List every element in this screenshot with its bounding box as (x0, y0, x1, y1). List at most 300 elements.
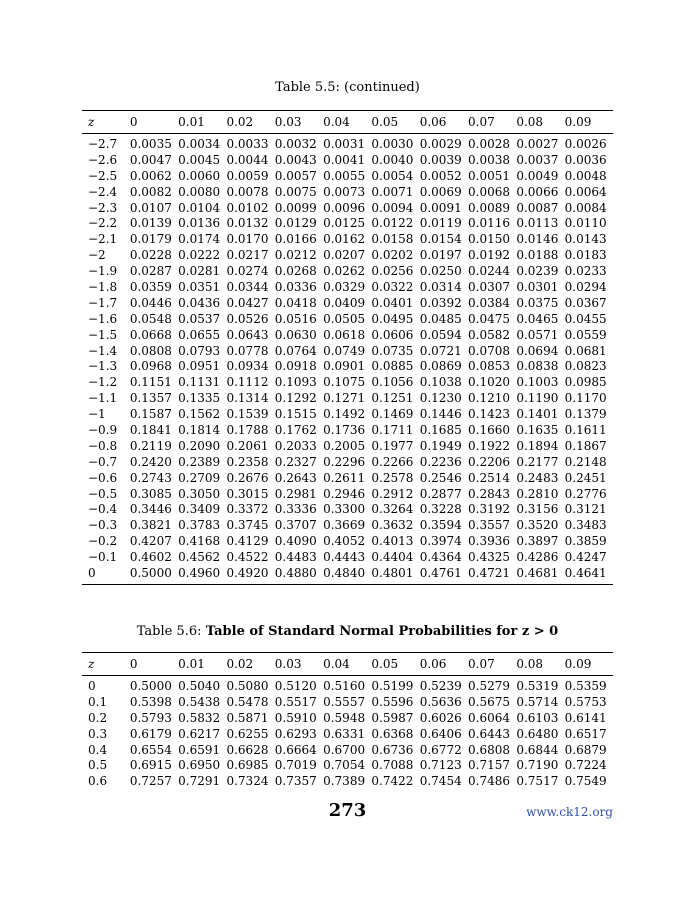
probability-cell: 0.4522 (226, 550, 269, 565)
probability-cell: 0.0107 (129, 200, 172, 215)
probability-cell: 0.2676 (226, 470, 269, 485)
table-row (82, 153, 613, 169)
probability-cell: 0.0207 (323, 248, 366, 263)
probability-cell: 0.2810 (516, 486, 559, 501)
z-value-cell: 0 (88, 679, 96, 693)
z-value-cell: 0.1 (88, 694, 108, 709)
probability-cell: 0.7324 (226, 774, 269, 789)
z-value-cell: −1.5 (88, 327, 118, 342)
probability-cell: 0.6103 (516, 710, 559, 725)
probability-cell: 0.0048 (564, 168, 607, 183)
probability-cell: 0.4052 (323, 534, 366, 549)
table-row (82, 201, 613, 217)
probability-cell: 0.0119 (419, 216, 462, 231)
probability-cell: 0.0179 (129, 232, 172, 247)
probability-cell: 0.0174 (178, 232, 221, 247)
table-row (82, 137, 613, 153)
probability-cell: 0.0526 (226, 311, 269, 326)
probability-cell: 0.1660 (468, 423, 511, 438)
probability-cell: 0.2643 (274, 470, 317, 485)
probability-cell: 0.5160 (323, 679, 366, 693)
probability-cell: 0.2912 (371, 486, 414, 501)
table-row (82, 471, 613, 487)
probability-cell: 0.0918 (274, 359, 317, 374)
probability-cell: 0.0244 (468, 264, 511, 279)
probability-cell: 0.3669 (323, 518, 366, 533)
probability-cell: 0.5871 (226, 710, 269, 725)
probability-cell: 0.2877 (419, 486, 462, 501)
table-row (82, 534, 613, 550)
probability-cell: 0.0071 (371, 184, 414, 199)
probability-cell: 0.6700 (323, 742, 366, 757)
probability-cell: 0.4562 (178, 550, 221, 565)
z-value-cell: 0 (88, 566, 96, 581)
table1-caption: Table 5.5: (continued) (275, 80, 420, 95)
z-value-cell: 0.4 (88, 742, 108, 757)
table-row (82, 502, 613, 518)
probability-cell: 0.1335 (178, 391, 221, 406)
probability-cell: 0.0188 (516, 248, 559, 263)
probability-cell: 0.2514 (468, 470, 511, 485)
probability-cell: 0.1131 (178, 375, 221, 390)
probability-cell: 0.5080 (226, 679, 269, 693)
table-row (82, 359, 613, 375)
probability-cell: 0.1093 (274, 375, 317, 390)
probability-cell: 0.1020 (468, 375, 511, 390)
z-value-cell: −2.6 (88, 152, 118, 167)
probability-cell: 0.0606 (371, 327, 414, 342)
probability-cell: 0.2327 (274, 454, 317, 469)
probability-cell: 0.3859 (564, 534, 607, 549)
probability-cell: 0.1515 (274, 407, 317, 422)
probability-cell: 0.7486 (468, 774, 511, 789)
probability-cell: 0.6591 (178, 742, 221, 757)
probability-cell: 0.0202 (371, 248, 414, 263)
probability-cell: 0.5596 (371, 694, 414, 709)
probability-cell: 0.0183 (564, 248, 607, 263)
probability-cell: 0.3050 (178, 486, 221, 501)
probability-cell: 0.0049 (516, 168, 559, 183)
probability-cell: 0.0054 (371, 168, 414, 183)
probability-cell: 0.0043 (274, 152, 317, 167)
z-value-cell: −1.1 (88, 391, 118, 406)
table1-bottom-rule (82, 584, 613, 585)
header-cell: 0.09 (564, 115, 592, 129)
table-row (82, 280, 613, 296)
table-row (82, 455, 613, 471)
probability-cell: 0.0051 (468, 168, 511, 183)
probability-cell: 0.5557 (323, 694, 366, 709)
probability-cell: 0.0764 (274, 343, 317, 358)
probability-cell: 0.0087 (516, 200, 559, 215)
probability-cell: 0.0122 (371, 216, 414, 231)
probability-cell: 0.0132 (226, 216, 269, 231)
probability-cell: 0.0256 (371, 264, 414, 279)
probability-cell: 0.0853 (468, 359, 511, 374)
table1-body (82, 137, 613, 582)
probability-cell: 0.2483 (516, 470, 559, 485)
probability-cell: 0.0582 (468, 327, 511, 342)
probability-cell: 0.0222 (178, 248, 221, 263)
probability-cell: 0.4404 (371, 550, 414, 565)
probability-cell: 0.0968 (129, 359, 172, 374)
z-value-cell: −2.1 (88, 232, 118, 247)
probability-cell: 0.6517 (564, 726, 607, 741)
probability-cell: 0.0838 (516, 359, 559, 374)
probability-cell: 0.1056 (371, 375, 414, 390)
probability-cell: 0.1611 (564, 423, 607, 438)
probability-cell: 0.0329 (323, 280, 366, 295)
probability-cell: 0.0084 (564, 200, 607, 215)
probability-cell: 0.0038 (468, 152, 511, 167)
probability-cell: 0.1314 (226, 391, 269, 406)
probability-cell: 0.0129 (274, 216, 317, 231)
table-row (82, 550, 613, 566)
probability-cell: 0.1423 (468, 407, 511, 422)
probability-cell: 0.3264 (371, 502, 414, 517)
probability-cell: 0.0934 (226, 359, 269, 374)
probability-cell: 0.4207 (129, 534, 172, 549)
probability-cell: 0.7190 (516, 758, 559, 773)
probability-cell: 0.3228 (419, 502, 462, 517)
probability-cell: 0.0721 (419, 343, 462, 358)
probability-cell: 0.0032 (274, 137, 317, 151)
probability-cell: 0.4443 (323, 550, 366, 565)
probability-cell: 0.1492 (323, 407, 366, 422)
z-value-cell: 0.3 (88, 726, 108, 741)
probability-cell: 0.1635 (516, 423, 559, 438)
probability-cell: 0.6368 (371, 726, 414, 741)
probability-cell: 0.7123 (419, 758, 462, 773)
probability-cell: 0.0735 (371, 343, 414, 358)
probability-cell: 0.7422 (371, 774, 414, 789)
probability-cell: 0.3897 (516, 534, 559, 549)
probability-cell: 0.5438 (178, 694, 221, 709)
probability-cell: 0.3594 (419, 518, 462, 533)
probability-cell: 0.3446 (129, 502, 172, 517)
probability-cell: 0.0096 (323, 200, 366, 215)
probability-cell: 0.0250 (419, 264, 462, 279)
probability-cell: 0.5675 (468, 694, 511, 709)
probability-cell: 0.0082 (129, 184, 172, 199)
table-row (82, 774, 613, 790)
probability-cell: 0.0495 (371, 311, 414, 326)
table2-body (82, 679, 613, 790)
z-value-cell: −1.9 (88, 264, 118, 279)
header-cell: 0.08 (516, 115, 544, 129)
probability-cell: 0.0162 (323, 232, 366, 247)
probability-cell: 0.5000 (129, 566, 172, 581)
probability-cell: 0.5714 (516, 694, 559, 709)
probability-cell: 0.1251 (371, 391, 414, 406)
probability-cell: 0.1271 (323, 391, 366, 406)
probability-cell: 0.6255 (226, 726, 269, 741)
probability-cell: 0.1587 (129, 407, 172, 422)
table-row (82, 407, 613, 423)
z-value-cell: −1.3 (88, 359, 118, 374)
probability-cell: 0.6736 (371, 742, 414, 757)
probability-cell: 0.1357 (129, 391, 172, 406)
probability-cell: 0.5319 (516, 679, 559, 693)
probability-cell: 0.0091 (419, 200, 462, 215)
probability-cell: 0.0039 (419, 152, 462, 167)
probability-cell: 0.7549 (564, 774, 607, 789)
probability-cell: 0.3821 (129, 518, 172, 533)
z-value-cell: 0.2 (88, 710, 108, 725)
probability-cell: 0.0668 (129, 327, 172, 342)
header-cell: 0.04 (323, 657, 350, 671)
probability-cell: 0.4483 (274, 550, 317, 565)
probability-cell: 0.2148 (564, 454, 607, 469)
probability-cell: 0.0228 (129, 248, 172, 263)
probability-cell: 0.5987 (371, 710, 414, 725)
header-cell: 0.06 (419, 657, 447, 671)
probability-cell: 0.0028 (468, 137, 511, 151)
probability-cell: 0.0594 (419, 327, 462, 342)
probability-cell: 0.5753 (564, 694, 607, 709)
z-value-cell: −2.2 (88, 216, 118, 231)
probability-cell: 0.0409 (323, 295, 366, 310)
probability-cell: 0.6950 (178, 758, 221, 773)
probability-cell: 0.0068 (468, 184, 511, 199)
probability-cell: 0.2206 (468, 454, 511, 469)
z-value-cell: −2 (88, 248, 106, 263)
probability-cell: 0.0294 (564, 280, 607, 295)
probability-cell: 0.2358 (226, 454, 269, 469)
probability-cell: 0.2061 (226, 438, 269, 453)
probability-cell: 0.6141 (564, 710, 607, 725)
probability-cell: 0.0537 (178, 311, 221, 326)
probability-cell: 0.4761 (419, 566, 462, 581)
probability-cell: 0.3520 (516, 518, 559, 533)
probability-cell: 0.1867 (564, 438, 607, 453)
probability-cell: 0.0314 (419, 280, 462, 295)
probability-cell: 0.0301 (516, 280, 559, 295)
probability-cell: 0.1112 (226, 375, 269, 390)
probability-cell: 0.0113 (516, 216, 559, 231)
probability-cell: 0.0885 (371, 359, 414, 374)
probability-cell: 0.0055 (323, 168, 366, 183)
probability-cell: 0.0643 (226, 327, 269, 342)
probability-cell: 0.1788 (226, 423, 269, 438)
probability-cell: 0.0749 (323, 343, 366, 358)
header-cell: 0.01 (178, 115, 205, 129)
probability-cell: 0.2033 (274, 438, 317, 453)
probability-cell: 0.4129 (226, 534, 269, 549)
probability-cell: 0.7291 (178, 774, 221, 789)
z-value-cell: −1.8 (88, 280, 118, 295)
probability-cell: 0.0436 (178, 295, 221, 310)
probability-cell: 0.7257 (129, 774, 172, 789)
probability-cell: 0.0418 (274, 295, 317, 310)
probability-cell: 0.0505 (323, 311, 366, 326)
probability-cell: 0.0239 (516, 264, 559, 279)
table-row (82, 695, 613, 711)
probability-cell: 0.0359 (129, 280, 172, 295)
probability-cell: 0.0057 (274, 168, 317, 183)
table-row (82, 232, 613, 248)
probability-cell: 0.0146 (516, 232, 559, 247)
probability-cell: 0.0139 (129, 216, 172, 231)
probability-cell: 0.0037 (516, 152, 559, 167)
probability-cell: 0.0287 (129, 264, 172, 279)
probability-cell: 0.0274 (226, 264, 269, 279)
probability-cell: 0.0823 (564, 359, 607, 374)
probability-cell: 0.0045 (178, 152, 221, 167)
probability-cell: 0.2119 (129, 438, 172, 453)
header-cell: 0.07 (468, 657, 495, 671)
probability-cell: 0.7357 (274, 774, 317, 789)
z-value-cell: −1 (88, 407, 106, 422)
probability-cell: 0.4364 (419, 550, 462, 565)
z-value-cell: −1.7 (88, 295, 118, 310)
probability-cell: 0.6808 (468, 742, 511, 757)
probability-cell: 0.5199 (371, 679, 414, 693)
probability-cell: 0.6026 (419, 710, 462, 725)
probability-cell: 0.5793 (129, 710, 172, 725)
probability-cell: 0.0158 (371, 232, 414, 247)
probability-cell: 0.3192 (468, 502, 511, 517)
probability-cell: 0.1190 (516, 391, 559, 406)
table-row (82, 518, 613, 534)
probability-cell: 0.3015 (226, 486, 269, 501)
probability-cell: 0.0060 (178, 168, 221, 183)
probability-cell: 0.0212 (274, 248, 317, 263)
table-row (82, 375, 613, 391)
probability-cell: 0.2266 (371, 454, 414, 469)
probability-cell: 0.5279 (468, 679, 511, 693)
probability-cell: 0.4168 (178, 534, 221, 549)
probability-cell: 0.2236 (419, 454, 462, 469)
z-value-cell: −0.9 (88, 423, 118, 438)
header-cell: 0 (129, 657, 138, 671)
probability-cell: 0.1922 (468, 438, 511, 453)
probability-cell: 0.2005 (323, 438, 366, 453)
table-row (82, 679, 613, 695)
page-number: 273 (328, 800, 367, 821)
probability-cell: 0.2420 (129, 454, 172, 469)
probability-cell: 0.0116 (468, 216, 511, 231)
probability-cell: 0.4602 (129, 550, 172, 565)
probability-cell: 0.2177 (516, 454, 559, 469)
probability-cell: 0.6217 (178, 726, 221, 741)
probability-cell: 0.0066 (516, 184, 559, 199)
probability-cell: 0.0027 (516, 137, 559, 151)
probability-cell: 0.0125 (323, 216, 366, 231)
z-value-cell: −0.5 (88, 486, 118, 501)
probability-cell: 0.0029 (419, 137, 462, 151)
header-cell: 0.03 (274, 115, 302, 129)
table-row (82, 312, 613, 328)
probability-cell: 0.0618 (323, 327, 366, 342)
z-value-cell: −0.7 (88, 454, 118, 469)
probability-cell: 0.5239 (419, 679, 462, 693)
probability-cell: 0.0030 (371, 137, 414, 151)
z-value-cell: −0.4 (88, 502, 118, 517)
probability-cell: 0.0485 (419, 311, 462, 326)
probability-cell: 0.0268 (274, 264, 317, 279)
probability-cell: 0.4090 (274, 534, 317, 549)
probability-cell: 0.6554 (129, 742, 172, 757)
probability-cell: 0.0026 (564, 137, 607, 151)
z-value-cell: 0.5 (88, 758, 108, 773)
table-row (82, 423, 613, 439)
probability-cell: 0.4247 (564, 550, 607, 565)
probability-cell: 0.1075 (323, 375, 366, 390)
probability-cell: 0.0548 (129, 311, 172, 326)
header-cell: 0.05 (371, 115, 399, 129)
header-cell: 0.02 (226, 657, 254, 671)
probability-cell: 0.0064 (564, 184, 607, 199)
probability-cell: 0.0262 (323, 264, 366, 279)
probability-cell: 0.0869 (419, 359, 462, 374)
table-row (82, 743, 613, 759)
probability-cell: 0.0708 (468, 343, 511, 358)
probability-cell: 0.0073 (323, 184, 366, 199)
table-row (82, 566, 613, 582)
probability-cell: 0.5948 (323, 710, 366, 725)
probability-cell: 0.0040 (371, 152, 414, 167)
probability-cell: 0.5832 (178, 710, 221, 725)
probability-cell: 0.0367 (564, 295, 607, 310)
probability-cell: 0.0427 (226, 295, 269, 310)
probability-cell: 0.0059 (226, 168, 269, 183)
probability-cell: 0.1711 (371, 423, 414, 438)
probability-cell: 0.3483 (564, 518, 607, 533)
probability-cell: 0.0401 (371, 295, 414, 310)
table2-caption (0, 624, 695, 639)
probability-cell: 0.1292 (274, 391, 317, 406)
probability-cell: 0.0681 (564, 343, 607, 358)
probability-cell: 0.2981 (274, 486, 317, 501)
probability-cell: 0.0465 (516, 311, 559, 326)
probability-cell: 0.3745 (226, 518, 269, 533)
probability-cell: 0.5000 (129, 679, 172, 693)
table2-caption-title: Table of Standard Normal Probabilities for z > 0 (205, 624, 559, 639)
probability-cell: 0.0069 (419, 184, 462, 199)
table-row (82, 296, 613, 312)
probability-cell: 0.4641 (564, 566, 607, 581)
table1-header-row (82, 111, 613, 133)
probability-cell: 0.0166 (274, 232, 317, 247)
probability-cell: 0.6879 (564, 742, 607, 757)
z-value-cell: −0.1 (88, 550, 118, 565)
probability-cell: 0.0985 (564, 375, 607, 390)
probability-cell: 0.6628 (226, 742, 269, 757)
probability-cell: 0.0475 (468, 311, 511, 326)
header-cell: 0 (129, 115, 138, 129)
probability-cell: 0.0392 (419, 295, 462, 310)
probability-cell: 0.0516 (274, 311, 317, 326)
z-value-cell: 0.6 (88, 774, 108, 789)
table-row (82, 248, 613, 264)
probability-cell: 0.0808 (129, 343, 172, 358)
header-cell-z: z (88, 657, 95, 671)
z-value-cell: −2.7 (88, 137, 118, 151)
header-cell: 0.08 (516, 657, 544, 671)
probability-cell: 0.1446 (419, 407, 462, 422)
table-row (82, 727, 613, 743)
probability-cell: 0.6844 (516, 742, 559, 757)
probability-cell: 0.6293 (274, 726, 317, 741)
probability-cell: 0.0034 (178, 137, 221, 151)
probability-cell: 0.1230 (419, 391, 462, 406)
table2-caption-prefix: Table 5.6: (136, 624, 202, 639)
website-link[interactable]: www.ck12.org (526, 805, 613, 819)
probability-cell: 0.6480 (516, 726, 559, 741)
probability-cell: 0.0104 (178, 200, 221, 215)
probability-cell: 0.0307 (468, 280, 511, 295)
